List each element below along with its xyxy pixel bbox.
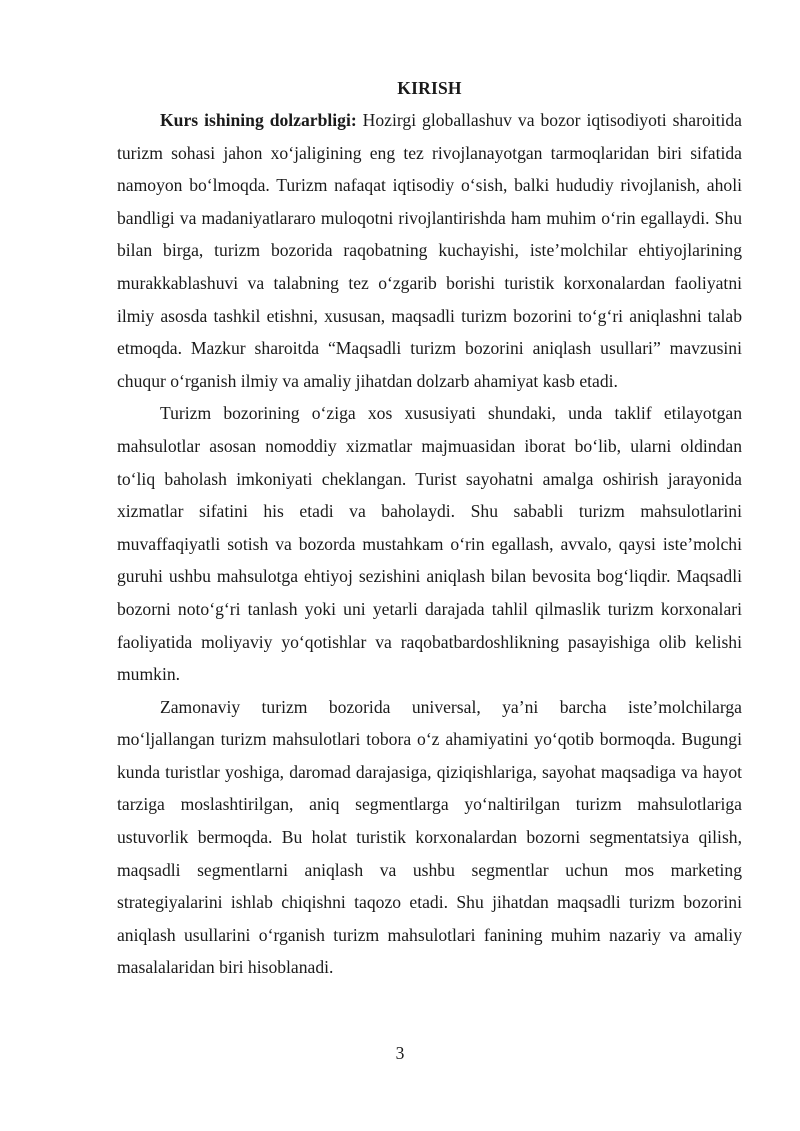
document-page [117, 74, 742, 984]
paragraph-modern-market [117, 691, 742, 984]
paragraph-market-features [117, 397, 742, 690]
paragraph-body: Turizm bozorining oʻziga xos xususiyati shundaki, unda taklif etilayotgan mahsulotlar asosan nomoddiy xizmatlar majmuasidan iborat boʻlib, ularni oldindan toʻliq baholash imkoniyati cheklangan. Turist sayohatni amalga oshirish jarayonida xizmatlar sifatini his etadi va baholaydi. Shu sababli turizm mahsulotlarini muvaffaqiyatli sotish va bozorda mustahkam oʻrin egallash, avvalo, qaysi isteʼmolchi guruhi ushbu mahsulotga ehtiyoj sezishini aniqlash bilan bevosita bogʻliqdir. Maqsadli bozorni notoʻgʻri tanlash yoki uni yetarli darajada tahlil qilmaslik turizm korxonalari faoliyatida moliyaviy yoʻqotishlar va raqobatbardoshlikning pasayishiga olib kelishi mumkin. [117, 403, 742, 685]
page-number: 3 [395, 1043, 405, 1063]
paragraph-body: Hozirgi globallashuv va bozor iqtisodiyoti sharoitida turizm sohasi jahon xoʻjaligining eng tez rivojlanayotgan tarmoqlaridan biri sifatida namoyon boʻlmoqda. Turizm nafaqat iqtisodiy oʻsish, balki hududiy rivojlanish, aholi bandligi va madaniyatlararo muloqotni rivojlantirishda ham muhim oʻrin egallaydi. Shu bilan birga, turizm bozorida raqobatning kuchayishi, isteʼmolchilar ehtiyojlarining murakkablashuvi va talabning tez oʻzgarib borishi turistik korxonalardan faoliyatni ilmiy asosda tashkil etishni, xususan, maqsadli turizm bozorini toʻgʻri aniqlashni talab etmoqda. Mazkur sharoitda “Maqsadli turizm bozorini aniqlash usullari” mavzusini chuqur oʻrganish ilmiy va amaliy jihatdan dolzarb ahamiyat kasb etadi. [117, 110, 742, 391]
paragraph-relevance [117, 104, 742, 397]
paragraph-body: Zamonaviy turizm bozorida universal, yaʼni barcha isteʼmolchilarga moʻljallangan turizm mahsulotlari tobora oʻz ahamiyatini yoʻqotib bormoqda. Bugungi kunda turistlar yoshiga, daromad darajasiga, qiziqishlariga, sayohat maqsadiga va hayot tarziga moslashtirilgan, aniq segmentlarga yoʻnaltirilgan turizm mahsulotlariga ustuvorlik bermoqda. Bu holat turistik korxonalardan bozorni segmentatsiya qilish, maqsadli segmentlarni aniqlash va ushbu segmentlar uchun mos marketing strategiyalarini ishlab chiqishni taqozo etadi. Shu jihatdan maqsadli turizm bozorini aniqlash usullarini oʻrganish turizm mahsulotlari fanining muhim nazariy va amaliy masalalaridan biri hisoblanadi. [117, 696, 742, 978]
paragraph-lead-label: Kurs ishining dolzarbligi: [160, 110, 357, 130]
section-heading: KIRISH [397, 78, 462, 98]
